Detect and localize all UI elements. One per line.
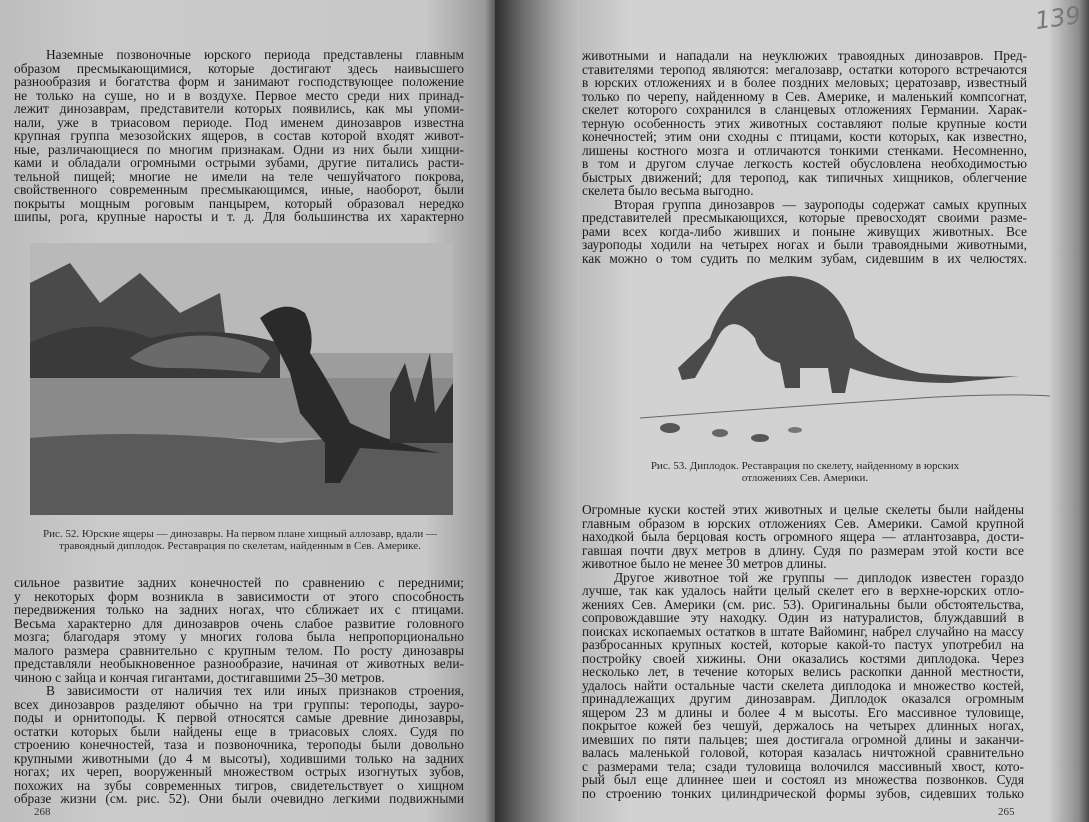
text-line: рами всех когда-либо живших и поныне живущих животных. Все [582,223,1027,239]
left-paragraph-top [14,48,464,224]
text-line: быстрых движений; для теропод, как типичных хищников, облегчение [582,169,1027,185]
text-line: животными и нападали на неуклюжих травоядных динозавров. Пред- [582,48,1027,63]
text-line: терную особенность этих животных составляют полые крупные кости [582,115,1027,131]
left-paragraph-bottom [14,576,464,806]
text-line: строению конечностей, таза и позвоночника, тероподы были довольно [14,737,464,752]
text-line: Весьма характерно для динозавров очень слабое развитие головного [14,615,464,631]
text-line: жениях Сев. Америки (см. рис. 53). Оригинальны были обстоятельства, [582,596,1024,612]
text-line: главным образом в юрских отложениях Сев. Америки. Самой крупной [582,515,1024,531]
text-line: лишены костного мозга и отличаются тонкими стенками. Несомненно, [582,142,1027,158]
text-line: только по черепу, найденному в Сев. Америке, и маленький компсогнат, [582,88,1027,104]
right-paragraph-bottom [582,503,1024,800]
text-line: поисках ископаемых остатков в штате Вайоминг, набрел случайно на массу [582,623,1024,639]
text-line: Вторая группа динозавров — зауроподы содержат самых крупных [614,196,1027,212]
text-line: свойственного современным пресмыкающимся, иные, наоборот, были [14,182,464,197]
figure-52-caption [20,528,460,552]
text-line: сопровождавшие эту находку. Один из натуралистов, блуждавший в [582,610,1024,625]
text-line: чиною с зайца и кончая гигантами, достигавшими 25–30 метров. [14,669,385,685]
text-line: поды и орнитоподы. К первой относятся самые древние динозавры, [14,710,464,725]
text-line: животное было не менее 30 метров длины. [582,556,827,571]
text-line: ные, различающиеся по многим признакам. Одни из них были хищни- [14,141,464,157]
text-line: имевших по пяти пальцев; шея достигала огромной длины и заканчи- [582,731,1024,747]
text-line: принадлежащих другим динозаврам. Диплодок оказался огромным [582,691,1024,706]
text-line: крупная группа мезозойских ящеров, в состав которой входят живот- [14,128,464,143]
text-line: как можно о том судить по мелким зубам, сидевшим в их челюстях. [582,250,1027,266]
text-line: находкой была берцовая кость огромного ящера — атлантозавра, дости- [582,529,1024,544]
text-line: несколько лет, в течение которых велись раскопки данной местности, [582,664,1024,679]
text-line: валась маленькой головой, которая казалась ничтожной сравнительно [582,745,1024,760]
text-line: покрытое кожей без чешуй, держалось на четырех длинных ногах, [582,718,1024,733]
text-line: гавшая почти двух метров в длину. Судя по размерам этой кости все [582,542,1024,558]
text-line: в юрских отложениях и в более поздних меловых; цератозавр, известный [582,75,1027,90]
text-line: рый был еще длиннее шеи и состоял из множества позвонков. Судя [582,772,1024,787]
text-line: зауроподы ходили на четырех ногах и были травоядными животными, [582,237,1027,252]
text-line: конечностей; этим они сходны с птицами, кости которых, как известно, [582,129,1027,144]
text-line: ногах; их череп, вооруженный множеством острых изогнутых зубов, [14,764,464,779]
text-line: постройку своей хижины. Они оказались костями диплодока. Через [582,650,1024,666]
text-line: малого размера сравнительно с крупным телом. По росту динозавры [14,642,464,658]
text-line: отложениях Сев. Америки. [741,472,869,484]
text-line: Рис. 53. Диплодок. Реставрация по скелету, найденному в юрских [650,460,960,472]
text-line: удалось найти остальные части скелета диплодока и множество костей, [582,677,1024,693]
text-line: образе жизни (см. рис. 52). Они были очевидно легкими подвижными [14,791,464,806]
text-line: нали, уже в триасовом периоде. Под именем динозавров известна [14,114,464,130]
handwritten-page-number: 139 [1033,0,1083,36]
text-line: тельной пищей; многие не имели на теле чешуйчатого покрова, [14,168,464,184]
text-line: скелета было весьма выгодно. [582,183,754,198]
text-line: В зависимости от наличия тех или иных признаков строения, [46,683,464,698]
text-line: похожих на зубы современных тигров, свидетельствует о хищном [14,777,464,793]
text-line: лежит динозаврам, представители которых появились, как мы упоми- [14,101,464,116]
text-line: у некоторых форм возникла в зависимости от этого способность [14,588,464,604]
text-line: Рис. 52. Юрские ящеры — динозавры. На первом плане хищный аллозавр, вдали — [43,528,437,540]
text-line: разнообразия и богатства форм и занимают господствующее положение [14,74,464,89]
text-line: всех динозавров разделяют обычно на три группы: тероподы, зауро- [14,696,464,712]
text-line: представляли необыкновенное разнообразие, начиная от животных вели- [14,656,464,671]
right-page-number: 265 [998,806,1015,818]
text-line: лучше, так как удалось найти целый скелет его в верхне-юрских отло- [582,583,1024,598]
text-line: скелет которого сохранился в сланцевых отложениях Германии. Харак- [582,102,1027,117]
text-line: передвижения только на задних ногах, что сближает их с птицами. [14,602,464,617]
text-line: ящером 23 м длины и более 4 м высоты. Его массивное туловище, [582,704,1024,720]
text-line: ставителями теропод являются: мегалозавр, остатки которого встречаются [582,61,1027,77]
right-paragraph-top [582,49,1027,265]
text-line: покрыты мощным роговым панцырем, который образовал нередко [14,195,464,211]
text-line: образом пресмыкающимися, которые достигают здесь наивысшего [14,60,464,76]
text-line: шипы, рога, крупные наросты и т. д. Для большинства их характерно [14,209,464,224]
book-spine-shadow [495,0,585,822]
text-line: Наземные позвоночные юрского периода представлены главным [46,47,464,62]
text-line: крупными животными (до 4 м высоты), ходившими только на задних [14,750,464,766]
text-line: с размерами тела; сзади туловища волочился массивный хвост, кото- [582,758,1024,774]
figure-53-caption [605,460,1005,484]
text-line: сильное развитие задних конечностей по сравнению с передними; [14,575,464,590]
text-line: Огромные куски костей этих животных и целые скелеты были найдены [582,502,1024,517]
text-line: по строению тонких цилиндрической формы зубов, сидевших только [582,785,1024,801]
text-line: травоядный диплодок. Реставрация по скелетам, найденным в Сев. Америке. [59,540,421,552]
figure-53-diplodocus-illustration [620,268,1050,453]
text-line: ками и обладали огромными острыми зубами, другие питались расти- [14,155,464,170]
figure-52-jurassic-dinosaurs-illustration [30,243,453,515]
left-page-number: 268 [34,806,51,818]
text-line: Другое животное той же группы — диплодок известен гораздо [614,569,1024,585]
text-line: остатки которых были найдены еще в триасовых слоях. Судя по [14,723,464,739]
text-line: в том и другом случае легкость костей обусловлена необходимостью [582,156,1027,171]
text-line: мозга; благодаря этому у многих голова была непропорционально [14,629,464,644]
text-line: разбросанных крупных костей, которые какой-то пастух употребил на [582,637,1024,652]
text-line: представителей пресмыкающихся, которые превосходят своими разме- [582,210,1027,225]
text-line: не только на суше, но и в воздухе. Первое место среди них принад- [14,87,464,103]
